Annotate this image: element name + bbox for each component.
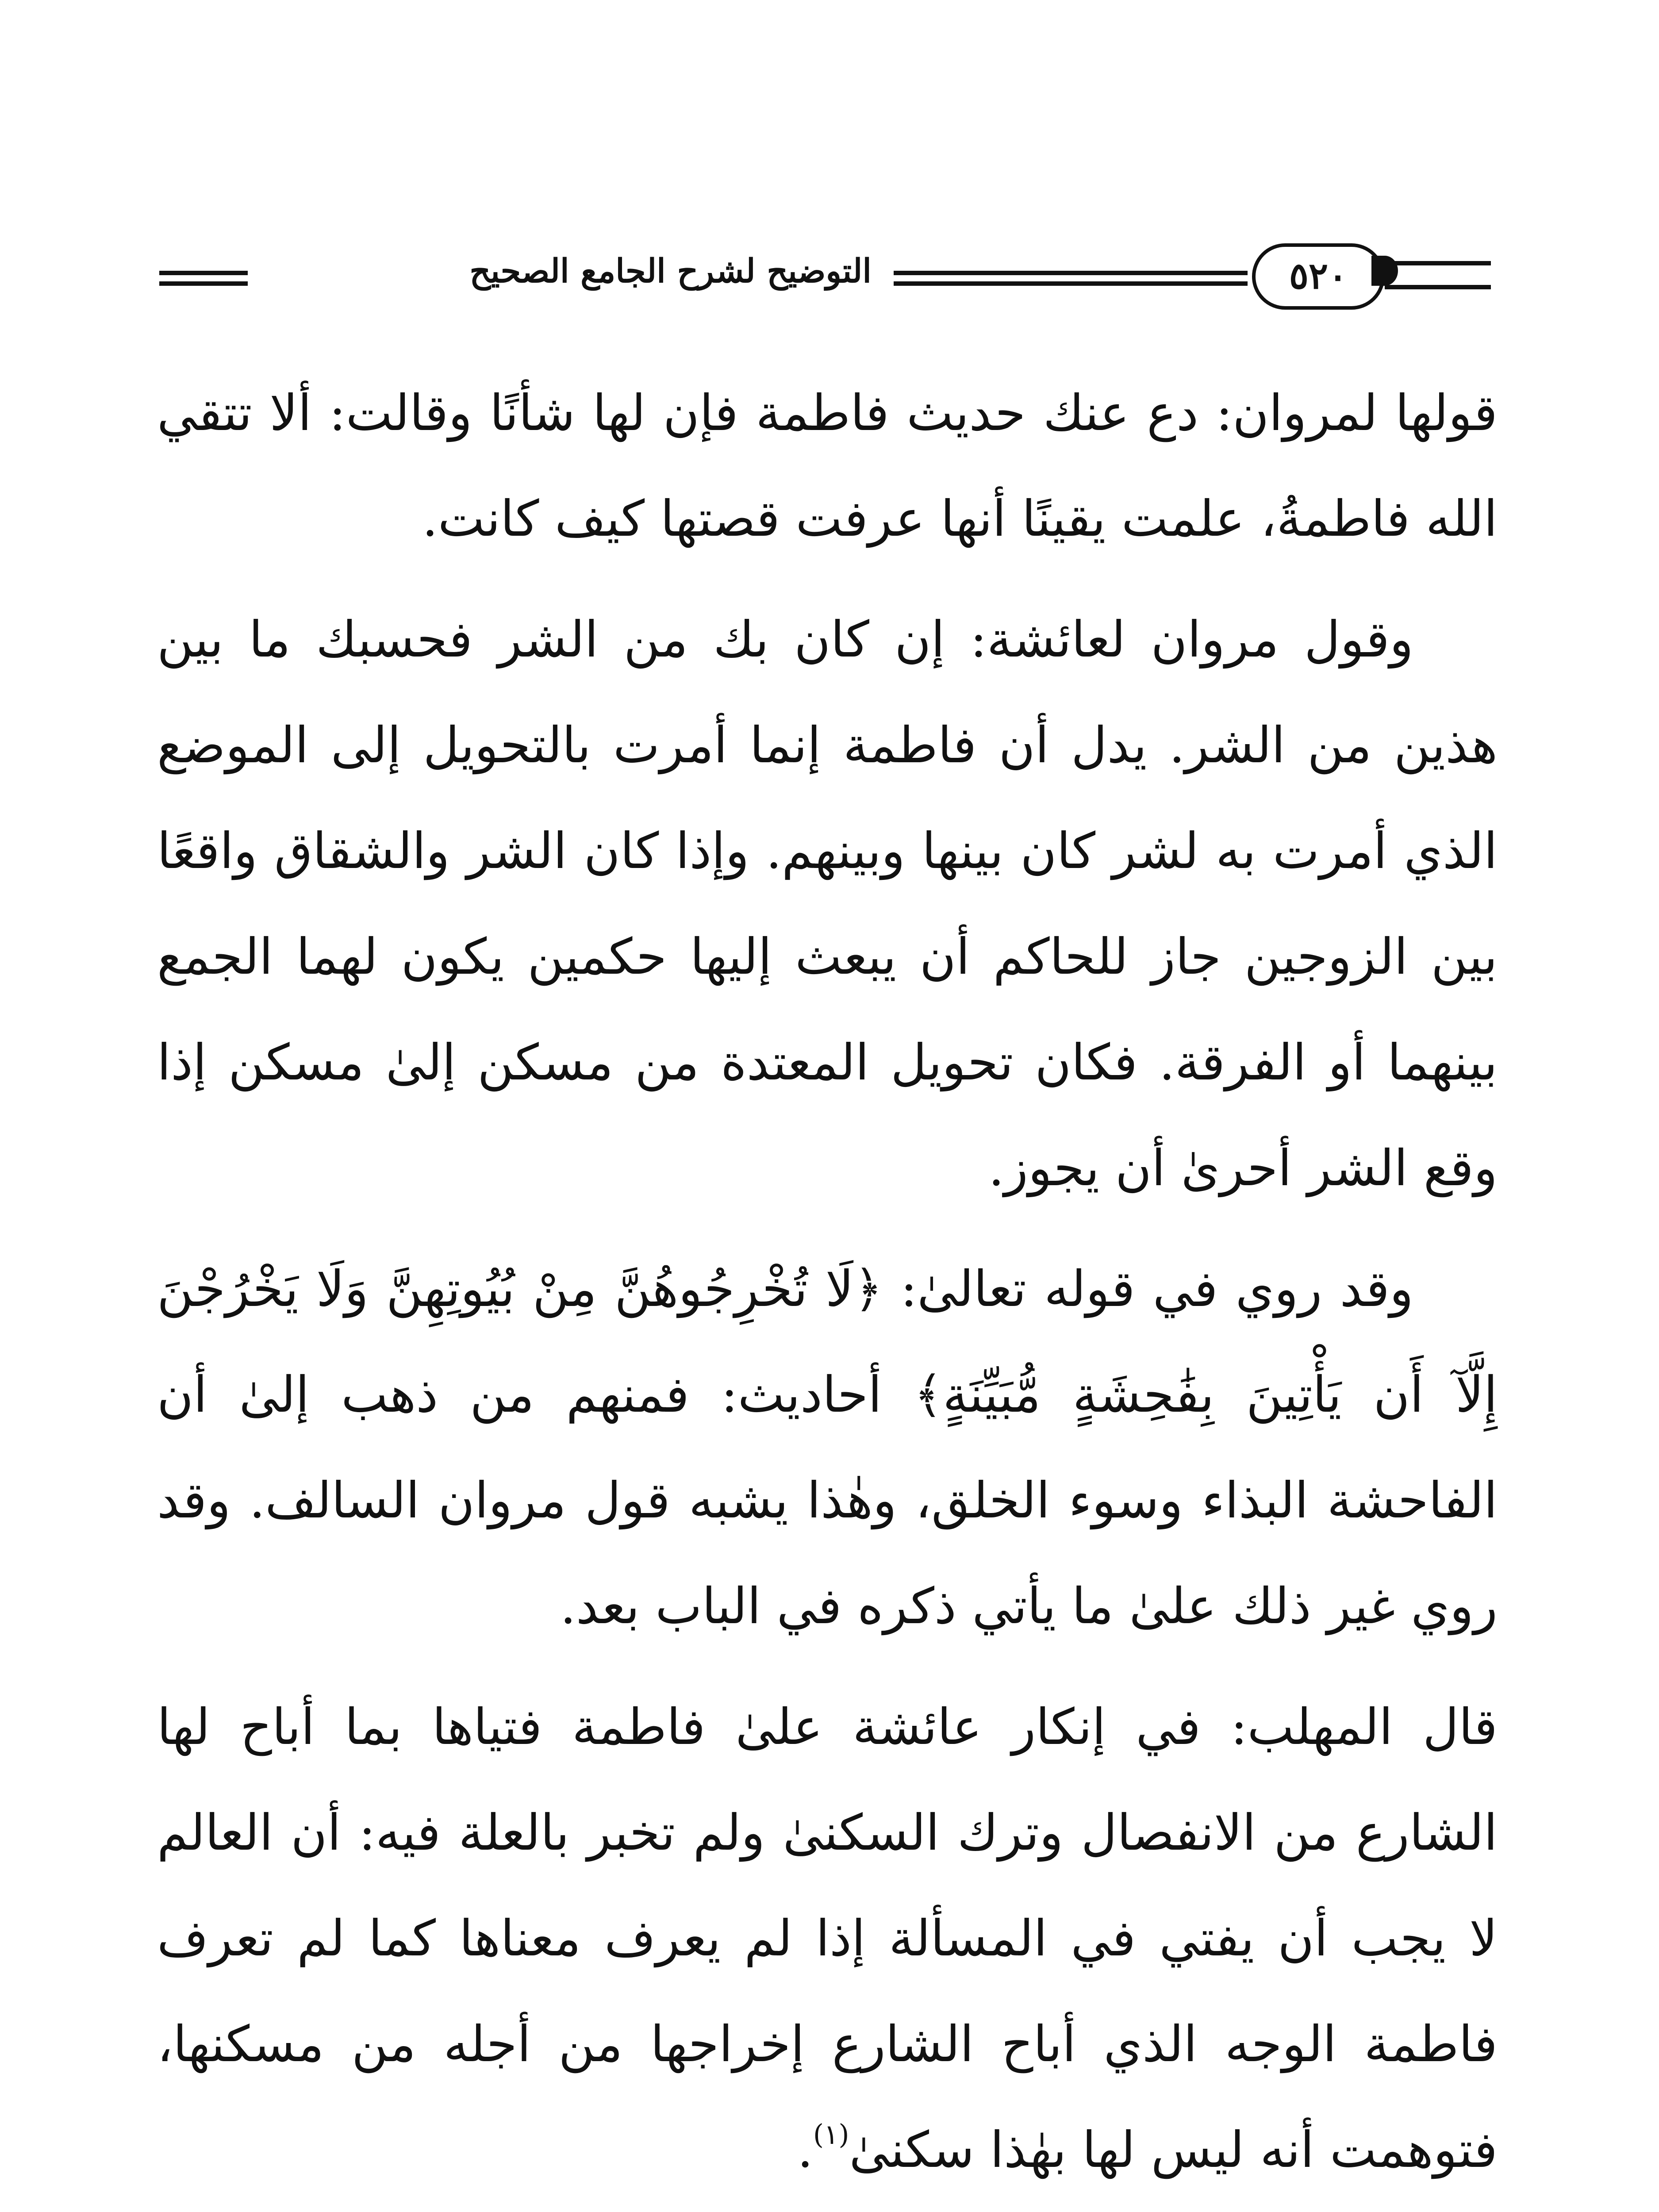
paragraph bbox=[157, 1674, 1498, 2203]
header-rule-right bbox=[1385, 261, 1491, 289]
paragraph-text: قولها لمروان: دع عنك حديث فاطمة فإن لها شأنًا وقالت: ألا تتقي الله فاطمةُ، علمت يقينًا أنها عرفت قصتها كيف كانت. bbox=[157, 384, 1498, 548]
paragraph bbox=[157, 361, 1498, 572]
paragraph-text: وقول مروان لعائشة: إن كان بك من الشر فحسبك ما بين هذين من الشر. يدل أن فاطمة إنما أمرت بالتحويل إلى الموضع الذي أمرت به لشر كان بينها وبينهم. وإذا كان الشر والشقاق واقعًا بين الزوجين جاز للحاكم أن يبعث إليها حكمين يكون لهما الجمع بينهما أو الفرقة. فكان تحويل المعتدة من مسكن إلىٰ مسكن إذا وقع الشر أحرىٰ أن يجوز. bbox=[157, 611, 1498, 1197]
paragraph-text: . bbox=[797, 2121, 813, 2179]
page-number: ٥٢٠ bbox=[1252, 243, 1385, 310]
header-rule-middle bbox=[894, 271, 1248, 286]
paragraph-text: وقد روي في قوله تعالىٰ: bbox=[883, 1260, 1413, 1318]
quran-quote: ﴿لَا تُخْرِجُوهُنَّ مِنْ بُيُوتِهِنَّ وَلَا يَخْرُجْنَ إِلَّآ أَن يَأْتِينَ بِفَٰحِشَةٍ مُّبَيِّنَةٍ﴾ bbox=[157, 1260, 1498, 1424]
main-text bbox=[157, 361, 1498, 2212]
paragraph bbox=[157, 587, 1498, 1221]
footnote-marker: (١) bbox=[813, 2118, 849, 2151]
paragraph-text: قال المهلب: في إنكار عائشة علىٰ فاطمة فتياها بما أباح لها الشارع من الانفصال وترك السكنىٰ ولم تخبر بالعلة فيه: أن العالم لا يجب أن يفتي في المسألة إذا لم يعرف معناها كما لم تعرف فاطمة الوجه الذي أباح الشارع إخراجها من أجله من مسكنها، فتوهمت أنه ليس لها بهٰذا سكنىٰ bbox=[157, 1698, 1498, 2179]
running-header bbox=[159, 234, 1491, 323]
header-rule-left bbox=[159, 271, 248, 286]
book-title: التوضيح لشرح الجامع الصحيح bbox=[469, 252, 872, 290]
paragraph bbox=[157, 1237, 1498, 1659]
paragraph-text: أحاديث: فمنهم من ذهب إلىٰ أن الفاحشة البذاء وسوء الخلق، وهٰذا يشبه قول مروان السالف. وقد روي غير ذلك علىٰ ما يأتي ذكره في الباب بعد. bbox=[157, 1366, 1498, 1635]
